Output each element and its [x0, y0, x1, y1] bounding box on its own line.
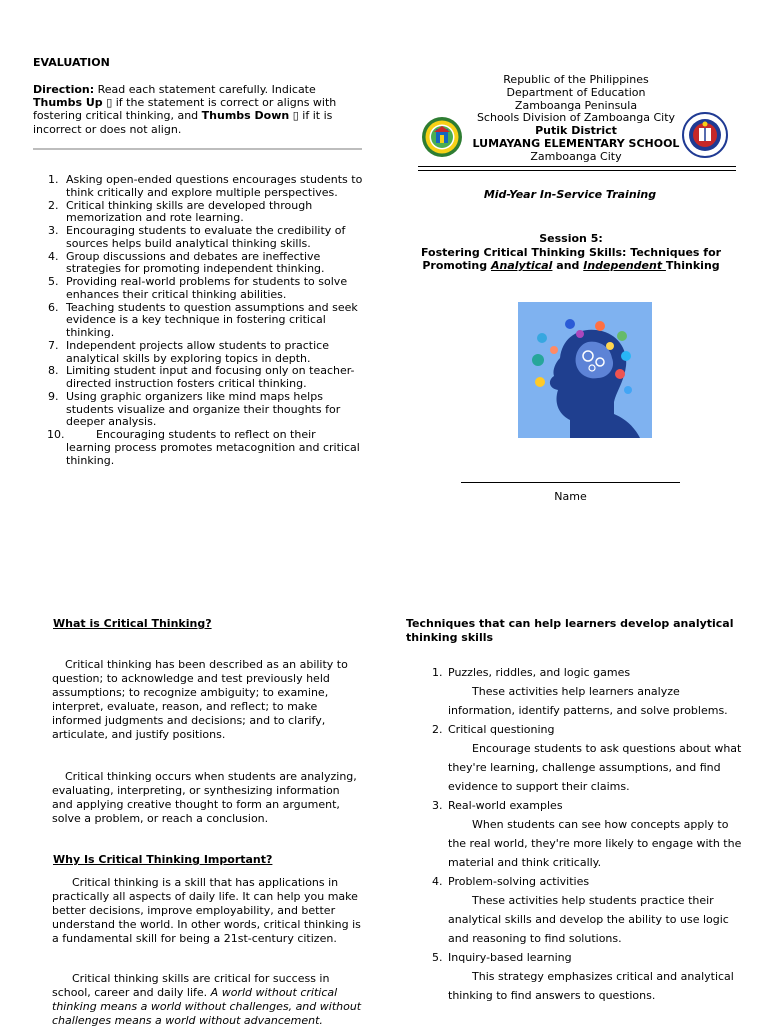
technique-description: These activities help students practice their analytical skills and develop the ability to use logic and reasoning to find solutions.	[448, 894, 729, 946]
evaluation-direction	[33, 83, 348, 136]
statement-text: Independent projects allow students to practice analytical skills by exploring topics in depth.	[66, 338, 329, 365]
session-number: Session 5:	[539, 232, 603, 245]
evaluation-heading: EVALUATION	[33, 56, 110, 69]
statement-text: Using graphic organizers like mind maps helps students visualize and organize their thoughts for deeper analysis.	[66, 389, 341, 429]
statement-number: 8.	[48, 364, 59, 378]
statement-text: Critical thinking skills are developed through memorization and rote learning.	[66, 198, 313, 225]
technique-number: 2.	[432, 723, 443, 737]
technique-number: 3.	[432, 799, 443, 813]
header-republic: Republic of the Philippines	[503, 73, 649, 86]
technique-item	[432, 796, 752, 872]
statement-number: 5.	[48, 275, 59, 288]
session-topic-independent: Independent	[583, 259, 666, 273]
statement-text: Asking open-ended questions encourages students to think critically and explore multiple perspectives.	[66, 173, 363, 199]
technique-item	[432, 872, 752, 948]
critical-thinking-head-illustration	[518, 302, 652, 438]
technique-name: Inquiry-based learning	[448, 951, 572, 965]
statement-item	[48, 340, 364, 366]
header-city: Zamboanga City	[530, 149, 622, 163]
statement-text: Providing real-world problems for students to solve enhances their critical thinking abilities.	[66, 275, 348, 301]
evaluation-divider	[33, 148, 362, 150]
statement-number: 7.	[48, 338, 59, 352]
session-topic-1: Fostering Critical Thinking Skills: Techniques for Promoting	[420, 245, 722, 273]
statement-text: Encouraging students to reflect on their learning process promotes metacognition and critical thinking.	[66, 428, 360, 467]
techniques-list	[432, 663, 752, 1005]
statement-item	[48, 302, 364, 340]
session-topic-end: Thinking	[665, 259, 720, 273]
technique-name: Problem-solving activities	[448, 875, 590, 889]
header-divider-top	[418, 166, 736, 167]
technique-number: 1.	[432, 666, 443, 679]
technique-description: Encourage students to ask questions about what they're learning, challenge assumptions, and find evidence to support their claims.	[448, 742, 742, 794]
thumbs-down-label: Thumbs Down	[201, 109, 290, 123]
deped-seal-icon	[682, 112, 728, 158]
header-district: Putik District	[535, 124, 617, 137]
statement-item	[48, 429, 364, 467]
technique-item	[432, 720, 752, 796]
statement-item	[48, 200, 364, 226]
direction-text-3: if it is incorrect or does not align.	[33, 109, 333, 136]
header-region: Zamboanga Peninsula	[514, 98, 638, 112]
technique-name: Puzzles, riddles, and logic games	[448, 666, 631, 679]
statement-item	[48, 391, 364, 429]
statement-number: 1.	[48, 173, 59, 186]
technique-item	[432, 663, 752, 720]
direction-text-2: if the statement is correct or aligns with fostering critical thinking, and	[33, 96, 337, 123]
statement-item	[48, 174, 364, 200]
why-critical-thinking-heading: Why Is Critical Thinking Important?	[53, 853, 273, 866]
definition-paragraph-2: Critical thinking occurs when students are analyzing, evaluating, interpreting, or synthesizing information and applying creative thought to form an argument, solve a problem, or reach a conclusion.	[52, 770, 357, 825]
statement-item	[48, 251, 364, 277]
technique-name: Critical questioning	[448, 723, 555, 737]
importance-text-plain: Critical thinking skills are critical for success in school, career and daily life.	[52, 972, 330, 999]
school-seal-icon	[421, 116, 463, 158]
what-is-critical-thinking-heading: What is Critical Thinking?	[53, 617, 212, 630]
session-topic-analytical: Analytical	[490, 259, 553, 273]
training-title: Mid-Year In-Service Training	[483, 188, 657, 201]
technique-description: When students can see how concepts apply to the real world, they're more likely to engage with the material and think critically.	[448, 818, 742, 870]
evaluation-statement-list	[48, 174, 364, 467]
statement-item	[48, 365, 364, 391]
header-school-name: LUMAYANG ELEMENTARY SCHOOL	[472, 136, 680, 150]
thumbs-down-icon: ▯	[292, 109, 299, 123]
importance-paragraph-2	[52, 972, 364, 1028]
session-topic-and: and	[552, 259, 584, 273]
statement-item	[48, 276, 364, 302]
statement-item	[48, 225, 364, 251]
statement-text: Limiting student input and focusing only on teacher-directed instruction fosters critical thinking.	[66, 364, 355, 390]
definition-paragraph-1: Critical thinking has been described as an ability to question; to acknowledge and test previously held assumptions; to recognize ambiguity; to examine, interpret, evaluate, reason, and reflect; to make informed judgments and decisions; and to clarify, articulate, and justify positions.	[52, 658, 348, 741]
technique-description: These activities help learners analyze information, identify patterns, and solve problems.	[448, 685, 728, 718]
importance-paragraph-1: Critical thinking is a skill that has applications in practically all aspects of daily life. It can help you make better decisions, improve employability, and better understand the world. In other words, critical thinking is a fundamental skill for being a 21st-century citizen.	[52, 876, 361, 945]
statement-number: 4.	[48, 249, 59, 263]
technique-number: 5.	[432, 951, 443, 965]
name-signature-line	[461, 482, 680, 483]
technique-description: This strategy emphasizes critical and analytical thinking to find answers to questions.	[448, 970, 734, 1003]
header-division: Schools Division of Zamboanga City	[476, 111, 676, 125]
thumbs-up-icon: ▯	[106, 96, 113, 110]
direction-label: Direction:	[33, 83, 95, 96]
technique-item	[432, 948, 752, 1005]
statement-text: Encouraging students to evaluate the credibility of sources helps build analytical thinking skills.	[66, 224, 346, 250]
header-divider-bottom	[418, 170, 736, 171]
statement-number: 10.	[47, 428, 65, 441]
direction-text-1: Read each statement carefully. Indicate	[94, 83, 316, 96]
school-header	[420, 74, 732, 170]
header-department: Department of Education	[506, 85, 646, 99]
importance-text-italic: A world without critical thinking means a world without challenges, and without challenges means a world without advancement.	[52, 985, 362, 1027]
technique-name: Real-world examples	[448, 799, 563, 813]
statement-text: Teaching students to question assumptions and seek evidence is a key technique in fostering critical thinking.	[66, 300, 358, 339]
name-label: Name	[554, 490, 587, 503]
statement-number: 3.	[48, 224, 59, 237]
session-title	[418, 232, 724, 273]
techniques-heading: Techniques that can help learners develop analytical thinking skills	[406, 617, 734, 644]
statement-number: 2.	[48, 198, 59, 212]
statement-number: 6.	[48, 300, 59, 314]
statement-number: 9.	[48, 389, 59, 403]
statement-text: Group discussions and debates are ineffective strategies for promoting independent thinking.	[66, 249, 325, 276]
thumbs-up-label: Thumbs Up	[33, 96, 103, 110]
technique-number: 4.	[432, 875, 443, 889]
